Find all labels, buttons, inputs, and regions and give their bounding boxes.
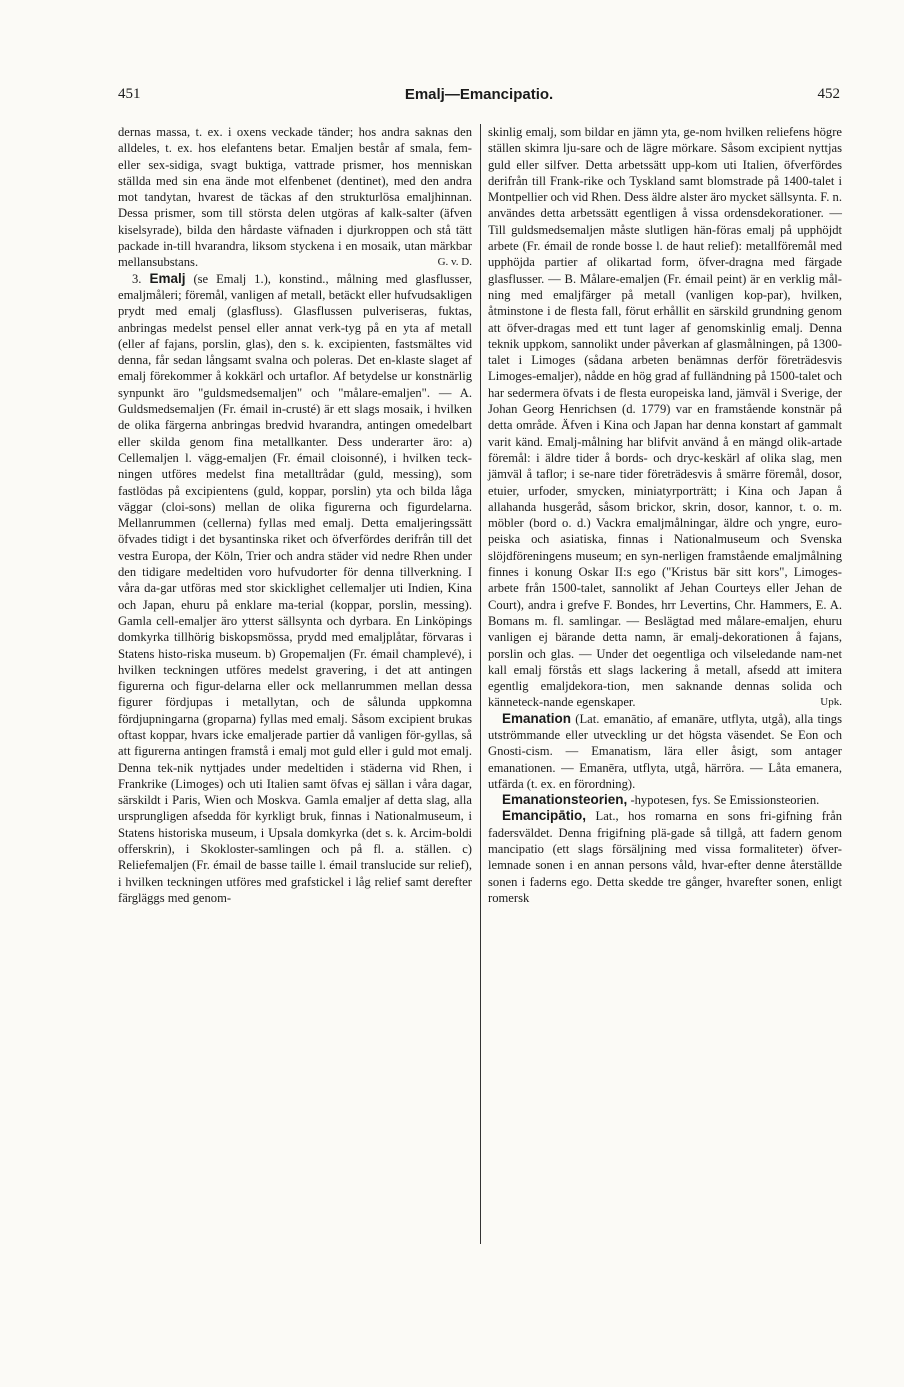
entry-text: Lat., hos romarna en sons fri-gifning från fadersväldet. Denna frigifning plä-gade så tillgå, att fadern genom mancipatio (ett slags försäljning med vissa formaliteter) öfver-lemnade sonen i en annan persons våld, hvar-efter denne återställde sonen i faderns ego. Detta skedde tre gånger, hvarefter sonen, enligt romersk: [488, 809, 843, 905]
page-number-left: 451: [118, 86, 141, 102]
paragraph-emalj-3-continued: [488, 124, 842, 711]
entry-emalj-3: [118, 271, 472, 907]
entry-emanation: [488, 711, 842, 792]
headword-emanation: Emanation: [502, 710, 572, 726]
entry-text: -hypotesen, fys. Se Emissionsteorien.: [630, 793, 820, 808]
author-signature: G. v. D.: [437, 256, 472, 269]
left-column: [118, 124, 472, 906]
paragraph-emalj-2-continued: [118, 124, 472, 271]
author-signature: Upk.: [820, 696, 842, 709]
paragraph-text: skinlig emalj, som bildar en jämn yta, ge-nom hvilken reliefens högre ställen skimra lju-sare och de lägre mörkare. Såsom excipient nyttjas guld eller silfver. Detta arbetssätt upp-kom uti Italien, öfverfördes derifrån till Frank-rike och Tyskland samt blomstrade på 1400-talet i Montpellier och vid Rhen. Dess äldre alster äro mycket sällsynta. F. n. användes detta arbetssätt egentligen å vissa ordensdekorationer. — Till guldsmedsemaljen måste slutligen hän-föras emalj på upphöjdt arbete (Fr. émail de ronde bosse l. de haut relief): metallföremål med upphöjda partier af olikartad form, öfver-dragna med färgade glasflusser. — B. Målare-emaljen (Fr. émail peint) är en verklig mål-ning med emaljfärger på metall (vanligen kop-par), hvilken, åtminstone i de flesta fall, förut erhållit en särskild grundning genom att öfver-dragas med ett tunt lager af genomskinlig emalj. Denna teknik uppkom, sannolikt under påverkan af glasmålningen, på 1300-talet i Limoges (sådana arbeten benämnas derför företrädesvis Limoges-emaljer), nådde en hög grad af fulländning på 1500-talet och har sedermera öfvats i de flesta europeiska land, jämväl i Sverige, der Johan Georg Henrichsen (d. 1779) var en framstående konstnär på detta område. Äfven i Kina och Japan har denna konstart af gammalt varit känd. Emalj-målning har blifvit använd å en mängd olik-artade föremål: i äldre tider å bords- och dryc-keskärl af olika slag, men jämväl å taflor; i se-nare tider företrädesvis å smärre föremål, dosor, etuier, urfoder, smycken, miniatyrporträtt; i Kina och Japan å allahanda husgeråd, såsom brickor, skrin, dosor, kannor, t. o. m. möbler (bord o. d.) Vackra emaljmålningar, äldre och yngre, euro-peiska och asiatiska, finnas i Nationalmuseum och Svenska slöjdföreningens museum; en syn-nerligen framstående emaljmålning finnes i konung Oskar II:s ego ("Kristus bär sitt kors", Limoges-arbete från 1500-talet, sannolikt af Jehan Courteys eller Jehan de Court), andra i grefve F. Bondes, hrr Levertins, Chr. Hammers, E. A. Bomans m. fl. samlingar. — Beslägtad med målare-emaljen, ehuru vanligen ej bärande detta namn, är emalj-dekorationen å fajans, porslin och glas. — Under det oegentliga och vilseledande nam-net kall emalj förstås ett slags lackering å metall, afsedd att imitera egentlig emaljdekora-tion, men saknande dennas solida och känneteck-nande egenskaper.: [488, 125, 842, 710]
entry-text: (se Emalj 1.), konstind., målning med glasflusser, emaljmåleri; föremål, vanligen af metall, betäckt eller hufvudsakligen prydt med emalj (glasfluss). Glasflussen pulveriseras, fuktas, anbringas medelst pensel eller annat verk-tyg på en yta af metall (eller af fajans, porslin, glas), den s. k. excipienten, fastsmältes vid denna, får sedan långsamt svalna och poleras. Det en-klaste slaget af emalj förekommer å kokkärl och urtaflor. Af betydelse ur konstnärlig synpunkt äro "guldsmedsemaljen" och "målare-emaljen". — A. Guldsmedsemaljen (Fr. émail in-crusté) är ett slags mosaik, i hvilken de olika färgerna anbringas bredvid hvarandra, antingen omedelbart eller skilda genom fina metallkanter. Dess underarter äro: a) Cellemaljen l. vägg-emaljen (Fr. émail cloisonné), i hvilken teck-ningen utföres medelst fina metalltrådar (guld, messing), som fastlödas på excipientens (guld, koppar, porslin) yta och bilda låga väggar (cloi-sons) mellan de olika figurerna och figurdelarna. Mellanrummen (cellerna) fyllas med emalj. Detta emaljeringssätt öfvades tidigt i det bysantinska riket och öfverfördes derifrån till det vestra Europa, der Köln, Trier och andra städer vid nedre Rhen under den tidigare medeltiden voro hufvudorter för denna tillverkning. I våra da-gar utföras med stor skicklighet cellemaljer uti Indien, Kina och Japan, ehuru på enklare ma-terial (koppar, porslin, messing). Gamla cell-emaljer äro ytterst sällsynta och dyrbara. En Linköpings domkyrka tillhörig biskopsmössa, prydd med emaljplåtar, förvaras i Statens histo-riska museum. b) Gropemaljen (Fr. émail champlevé), i hvilken teckningen utföres medelst gravering, i det att antingen figurerna och figur-delarna eller ock mellanrummen mellan dessa figurer fördjupas i metallytan, och de sålunda uppkomna fördjupningarna (groparna) fyllas med emalj. Såsom excipient brukas oftast koppar, hvars icke emaljerade partier då vanligen för-gyllas, så att figurerna antingen framstå i emalj mot guld eller i guld mot emalj. Denna tek-nik nyttjades under medeltiden i städerna vid Rhen, i Frankrike (Limoges) och uti Italien samt öfvas ej sällan i våra dagar, särskildt i Paris, Wien och Moskva. Gamla emaljer af detta slag, alla ursprungligen afsedda för kyrkligt bruk, finnas i Nationalmuseum, i Statens historiska museum, i Upsala domkyrka (det s. k. Arcim-boldi offerskrin), i Skokloster-samlingen och på fl. a. ställen. c) Reliefemaljen (Fr. émail de basse taille l. émail translucide sur relief), i hvilken teckningen utföres med grafstickel i låg relief samt derefter färgläggs med genom-: [118, 271, 472, 905]
paragraph-text: dernas massa, t. ex. i oxens veckade tänder; hos andra saknas den alldeles, t. ex. hos elefantens betar. Emaljen består af smala, fem- eller sex-sidiga, svagt buktiga, vattrade prismer, hos menniskan ställda med sin ena ände mot elfenbenet (dentinet), med den andra mot tandytan, hvarest de täckas af den strukturlösa emaljhinnan. Dessa prismer, som till största delen utgöras af kalk-salter (äfven kiselsyrade), bilda den hårdaste väfnaden i djurkroppen och stå tätt packade in-till hvarandra, liksom styckena i en mosaik, utan märkbar mellansubstans.: [118, 125, 472, 270]
headword-emalj: Emalj: [149, 270, 186, 286]
entry-text: (Lat. emanātio, af emanāre, utflyta, utgå), alla tings utströmmande eller utveckling ur det högsta väsendet. Se Eon och Gnosti-cism. — Emanatism, lära eller åsigt, som antager emanationen. — Emanēra, utflyta, utgå, härröra. — Låta emanera, utfärda (t. ex. en förordning).: [488, 711, 842, 791]
page-number-right: 452: [817, 86, 840, 102]
entry-emancipatio: [488, 808, 842, 906]
page-header: [118, 86, 840, 108]
running-title: Emalj—Emancipatio.: [404, 86, 554, 103]
column-divider: [480, 124, 481, 1244]
headword-emanationsteorien: Emanationsteorien,: [502, 792, 628, 808]
headword-emancipatio: Emancipātio,: [502, 808, 587, 824]
entry-emanationsteorien: [488, 792, 842, 808]
entry-number: 3.: [132, 271, 142, 286]
right-column: [488, 124, 842, 906]
